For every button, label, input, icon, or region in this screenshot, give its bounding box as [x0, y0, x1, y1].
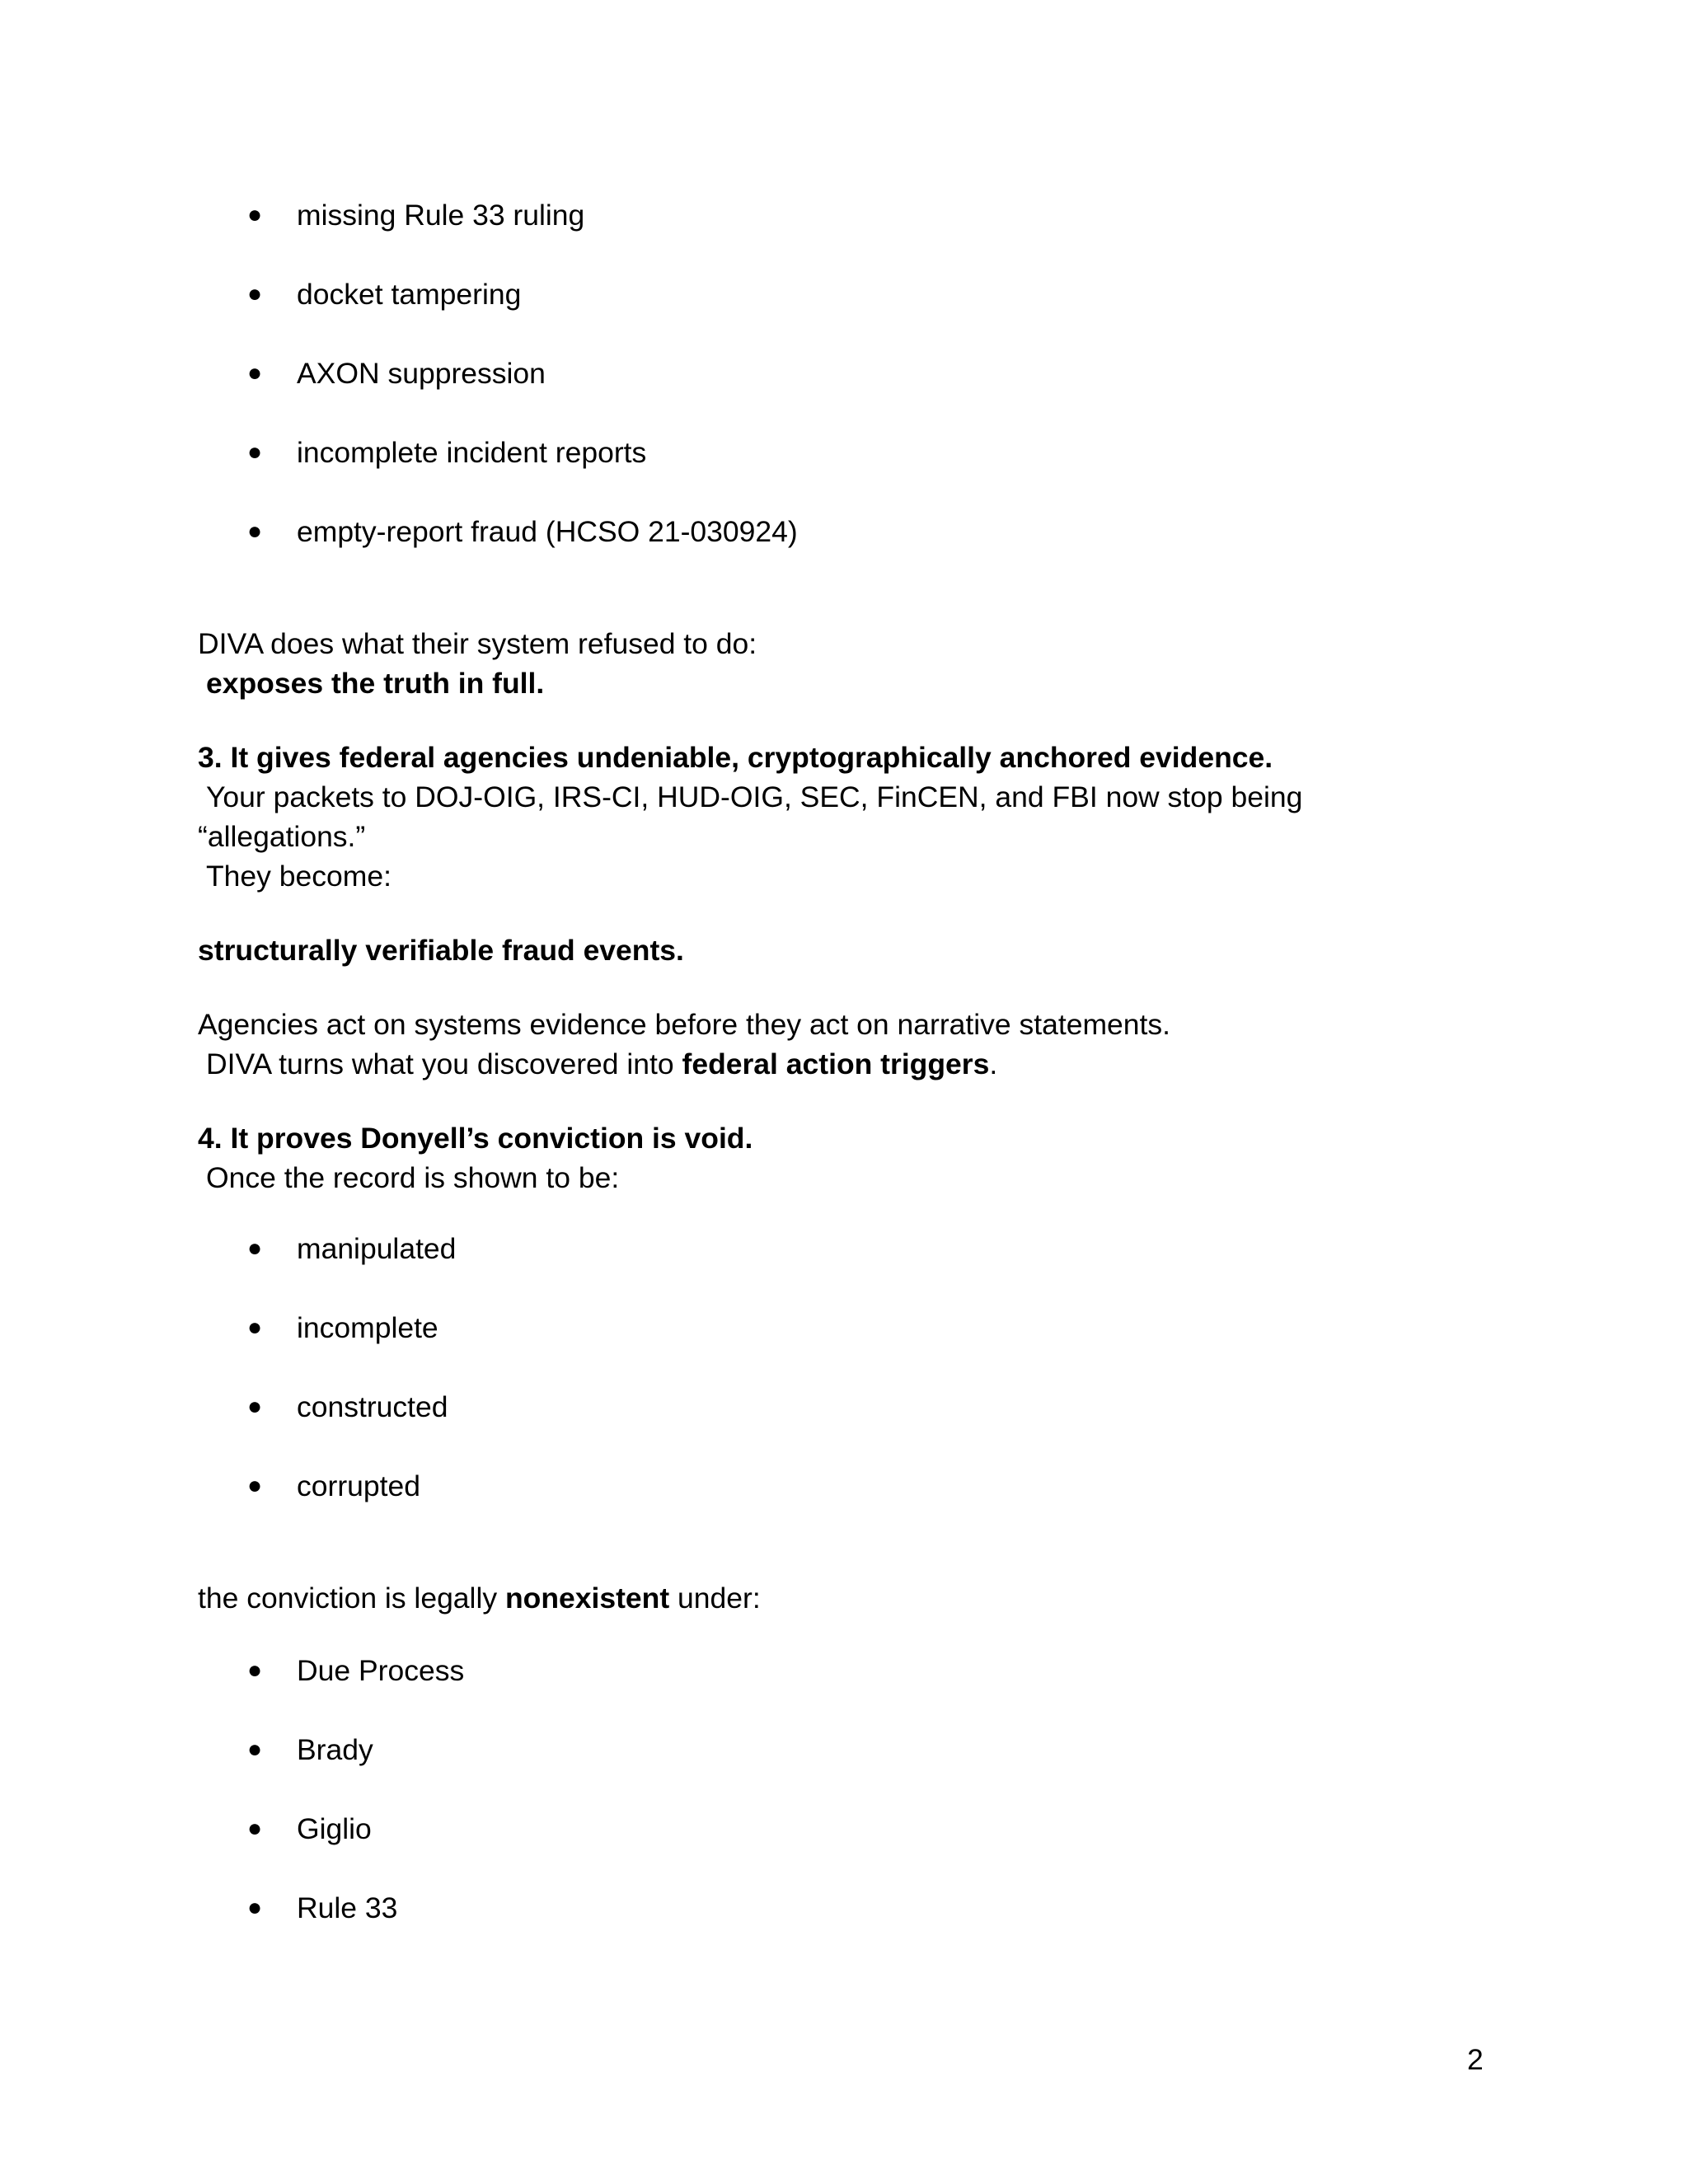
bullet-icon: ● [247, 438, 263, 466]
list-item-text: manipulated [297, 1232, 457, 1265]
paragraph-line: “allegations.” [198, 820, 366, 853]
list-item-text: Rule 33 [297, 1891, 398, 1924]
section-heading: 3. It gives federal agencies undeniable, cryptographically anchored evidence. [198, 741, 1273, 774]
list-item-text: Giglio [297, 1812, 372, 1845]
bullet-icon: ● [247, 1472, 263, 1499]
paragraph-line: Once the record is shown to be: [206, 1161, 620, 1194]
emphasis-line: exposes the truth in full. [206, 667, 545, 700]
text-run-bold: nonexistent [504, 1582, 670, 1615]
list-item-text: corrupted [297, 1469, 420, 1502]
bullet-icon: ● [247, 1815, 263, 1842]
bullet-icon: ● [247, 1657, 263, 1684]
list-item-text: constructed [297, 1390, 448, 1423]
bullet-icon: ● [247, 1314, 263, 1341]
paragraph-line [198, 1581, 761, 1615]
bullet-icon: ● [247, 201, 263, 228]
bullet-icon: ● [247, 1736, 263, 1763]
list-item-text: Brady [297, 1733, 373, 1766]
text-run-bold: federal action triggers [682, 1047, 990, 1080]
paragraph-line: Agencies act on systems evidence before they act on narrative statements. [198, 1008, 1171, 1041]
bullet-icon: ● [247, 1894, 263, 1921]
list-item-text: empty-report fraud (HCSO 21-030924) [297, 515, 798, 548]
list-item-text: Due Process [297, 1654, 465, 1687]
text-run: under: [669, 1582, 761, 1615]
emphasis-line: structurally verifiable fraud events. [198, 934, 684, 967]
paragraph-line: Your packets to DOJ-OIG, IRS-CI, HUD-OIG, SEC, FinCEN, and FBI now stop being [206, 780, 1303, 813]
paragraph-line: They become: [206, 860, 392, 893]
text-run: . [989, 1047, 998, 1080]
paragraph-line [206, 1047, 997, 1081]
page-number: 2 [1467, 2043, 1484, 2076]
bullet-icon: ● [247, 359, 263, 387]
bullet-icon: ● [247, 518, 263, 545]
bullet-icon: ● [247, 280, 263, 307]
list-item-text: incomplete [297, 1311, 438, 1344]
bullet-icon: ● [247, 1235, 263, 1262]
list-item-text: missing Rule 33 ruling [297, 199, 585, 232]
paragraph-line: DIVA does what their system refused to do: [198, 627, 757, 660]
bullet-icon: ● [247, 1393, 263, 1420]
list-item-text: docket tampering [297, 278, 522, 311]
text-run: the conviction is legally [198, 1582, 505, 1615]
list-item-text: AXON suppression [297, 357, 546, 390]
text-run: DIVA turns what you discovered into [206, 1047, 682, 1080]
list-item-text: incomplete incident reports [297, 436, 647, 469]
section-heading: 4. It proves Donyell’s conviction is void. [198, 1122, 753, 1155]
